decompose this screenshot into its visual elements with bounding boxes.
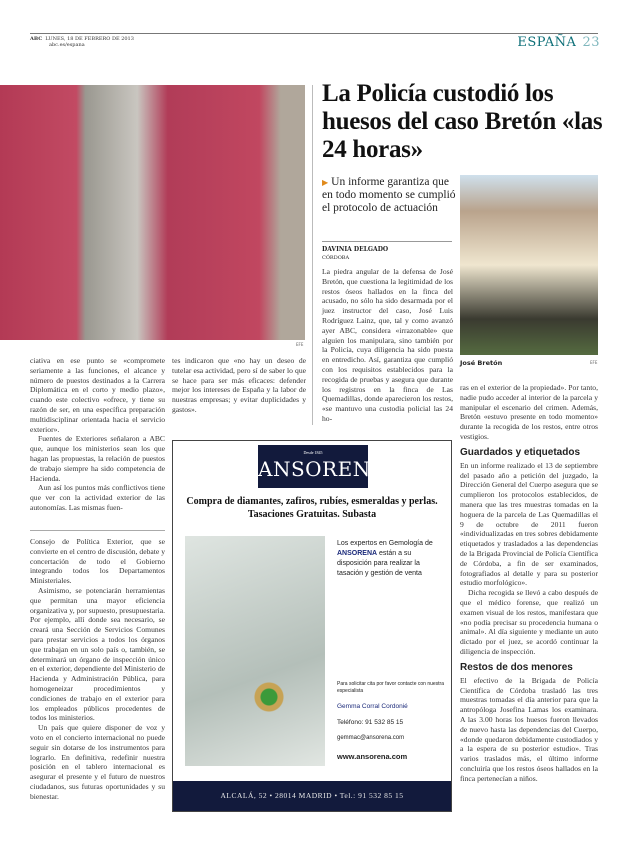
prev-article-column-1 bbox=[30, 356, 165, 513]
paragraph: El efectivo de la Brigada de Policía Científica de Córdoba trasladó las tres muestras tomadas el día anterior para que la antropóloga Josefina Lamas los examinara. A las 3.00 horas los huesos fueron llevados de nuevo hasta las dependencias del Cuerpo, «donde quedaron debidamente custodiados y a la espera de su posterior estudio». Tras varios traslados más, el último informe concluiría que los restos óseos hallados en la finca pertenecían a niños. bbox=[460, 675, 598, 783]
intro-text: están a su disposición para realizar la tasación y gestión de venta bbox=[337, 550, 422, 577]
section-name: ESPAÑA bbox=[517, 35, 577, 50]
paragraph: Asimismo, se potenciarán herramientas que permitan una mayor eficiencia organizativa y, por supuesto, presupuestaria. Por ejemplo, allí donde sea necesario, se creará una Sección de Servicios Comunes para prestar servicios a todos los órganos que trabajan en un solo país o, también, se determinará un órgano de inspección único en el exterior, dependiente del Ministerio de Hacienda y Administración Pública, para homogeneizar procedimientos y condiciones de trabajo en el exterior para los empleados públicos procedentes de todos los ministerios. bbox=[30, 585, 165, 723]
photo-caption: José Bretón bbox=[460, 359, 503, 367]
prev-article-column-2 bbox=[172, 356, 306, 415]
article-column-1 bbox=[322, 267, 453, 424]
page-header-info bbox=[30, 36, 134, 48]
building-photo bbox=[0, 85, 305, 340]
intro-brand: ANSORENA bbox=[337, 550, 378, 557]
paragraph: Fuentes de Exteriores señalaron a ABC que, aunque los ministerios sean los que hagan las propuestas, la relación de puestos de trabajo siempre ha sido competencia de Hacienda. bbox=[30, 434, 165, 483]
bullet-triangle-icon: ▶ bbox=[322, 178, 329, 187]
paragraph: tes indicaron que «no hay un deseo de tutelar esa actividad, pero sí de saber lo que se hace para ser más eficaces: defender mejor los intereses de España y la labor de nuestras empresas; y evitar duplicidades y gastos». bbox=[172, 356, 306, 414]
paragraph: La piedra angular de la defensa de José Bretón, que cuestiona la legitimidad de los restos óseos hallados en la finca del acusado, no sólo ha sido desarmada por el juez instructor del caso, José Luis Rodríguez Lainz, que, tal y como avanzó ayer ABC, considera «irrazonable» que alguien los manipulara, sino también por la Policía, cuya diligencia ha sido puesta en entredicho. Así, garantiza que cumplió con los requisitos establecidos para la recogida de pruebas y asegura que durante los registros en la finca de Las Quemadillas, donde aparecieron los restos, «se mantuvo una custodia policial las 24 ho- bbox=[322, 267, 453, 423]
ansorena-logo bbox=[258, 445, 386, 488]
contact-web[interactable]: www.ansorena.com bbox=[337, 752, 408, 761]
headline: La Policía custodió los huesos del caso Bretón «las 24 horas» bbox=[322, 80, 603, 163]
subheadline bbox=[322, 176, 457, 215]
paragraph: Consejo de Política Exterior, que se convierte en el centro de discusión, debate y concertación de todo el Gobierno integrando todos los Departamentos Ministeriales. bbox=[30, 537, 165, 586]
byline bbox=[322, 241, 452, 262]
author: DAVINIA DELGADO bbox=[322, 246, 389, 253]
jose-breton-photo bbox=[460, 175, 598, 355]
prev-article-column-3 bbox=[30, 537, 165, 802]
contact-name-text: Gemma Corral Cordonié bbox=[337, 703, 408, 710]
photo-credit: EFE bbox=[590, 360, 598, 365]
jewelry-image bbox=[185, 536, 325, 766]
contact-note: Para solicitar cita por favor contacte con nuestra especialista bbox=[337, 681, 444, 694]
contact-name bbox=[337, 703, 408, 710]
logo-brand: ANSORENA bbox=[258, 457, 386, 481]
page-number: 23 bbox=[582, 35, 600, 50]
ad-headline: Compra de diamantes, zafiros, rubíes, esmeraldas y perlas. Tasaciones Gratuitas. Subasta bbox=[186, 496, 438, 520]
ad-intro bbox=[337, 539, 442, 579]
contact-email[interactable]: gemmac@ansorena.com bbox=[337, 735, 405, 741]
paragraph: Aun así los puntos más conflictivos tiene que ver con la actividad exterior de las autonomías. Las mismas fuen- bbox=[30, 483, 165, 512]
paragraph: Un país que quiere disponer de voz y voto en el concierto internacional no puede seguir sin dotarse de los instrumentos para lograrlo. En definitiva, redefinir nuestra posición en el tablero internacional es asegurar el presente y el futuro de nuestros ciudadanos, sus futuras oportunidades y su bienestar. bbox=[30, 723, 165, 801]
ansorena-advertisement[interactable] bbox=[172, 440, 452, 812]
subhead-text: Un informe garantiza que en todo momento se cumplió el protocolo de actuación bbox=[322, 176, 456, 214]
photo-credit: EFE bbox=[296, 342, 304, 347]
article-column-2 bbox=[460, 383, 598, 783]
subtitle: Restos de dos menores bbox=[460, 661, 573, 673]
ad-footer-address: ALCALÁ, 52 • 28014 MADRID • Tel.: 91 532 85 15 bbox=[173, 781, 451, 811]
logo-since: Desde 1845 bbox=[303, 450, 323, 455]
column-rule bbox=[30, 530, 165, 531]
header-rule bbox=[30, 33, 598, 34]
paragraph: Dicha recogida se llevó a cabo después de que el médico forense, que realizó un examen visual de los restos, manifestara que «no podía precisar su procedencia humana o animal». Al día siguiente y mediante un auto dictado por el juez, se acordó continuar la diligencia de inspección. bbox=[460, 588, 598, 656]
paragraph: ciativa en ese punto se «compromete seriamente a las funciones, el alcance y número de puestos destinados a la Carrera Diplomática en el corto y medio plazo», cuando este colectivo «ofrece, y tiene su razón de ser, en una específica preparación multidisciplinar orientada hacia el servicio exterior». bbox=[30, 356, 165, 434]
subtitle: Guardados y etiquetados bbox=[460, 446, 581, 458]
paragraph: En un informe realizado el 13 de septiembre del pasado año a petición del juzgado, la Dirección General del Cuerpo asegura que se cumplieron los protocolos establecidos, de manera que las tres muestras tomadas en la hoguera de la parcela de Las Quemadillas el 9 de octubre de 2011 fueron «individualizadas en tres sobres debidamente etiquetados y trasladados a las dependencias de la Brigada Provincial de Policía Científica de Córdoba, a fin de ser examinados, fotografiados al detalle y para su posterior estudio morfológico». bbox=[460, 460, 598, 588]
column-divider bbox=[312, 85, 313, 425]
paper-name: ABC bbox=[30, 36, 43, 42]
intro-text: Los expertos en Gemología de bbox=[337, 540, 433, 547]
issue-date: LUNES, 18 DE FEBRERO DE 2013 bbox=[45, 36, 134, 42]
paragraph: ras en el exterior de la propiedad». Por tanto, nadie pudo acceder al interior de la parcela y manipular el escenario del crimen. Además, Bretón «estuvo presente en todo momento» durante la recogida de los restos, entre otros vestigios. bbox=[460, 383, 598, 441]
web-address: abc.es/espana bbox=[49, 42, 85, 48]
contact-phone: Teléfono: 91 532 85 15 bbox=[337, 719, 404, 726]
dateline-city: CÓRDOBA bbox=[322, 255, 350, 261]
section-label bbox=[517, 35, 600, 50]
